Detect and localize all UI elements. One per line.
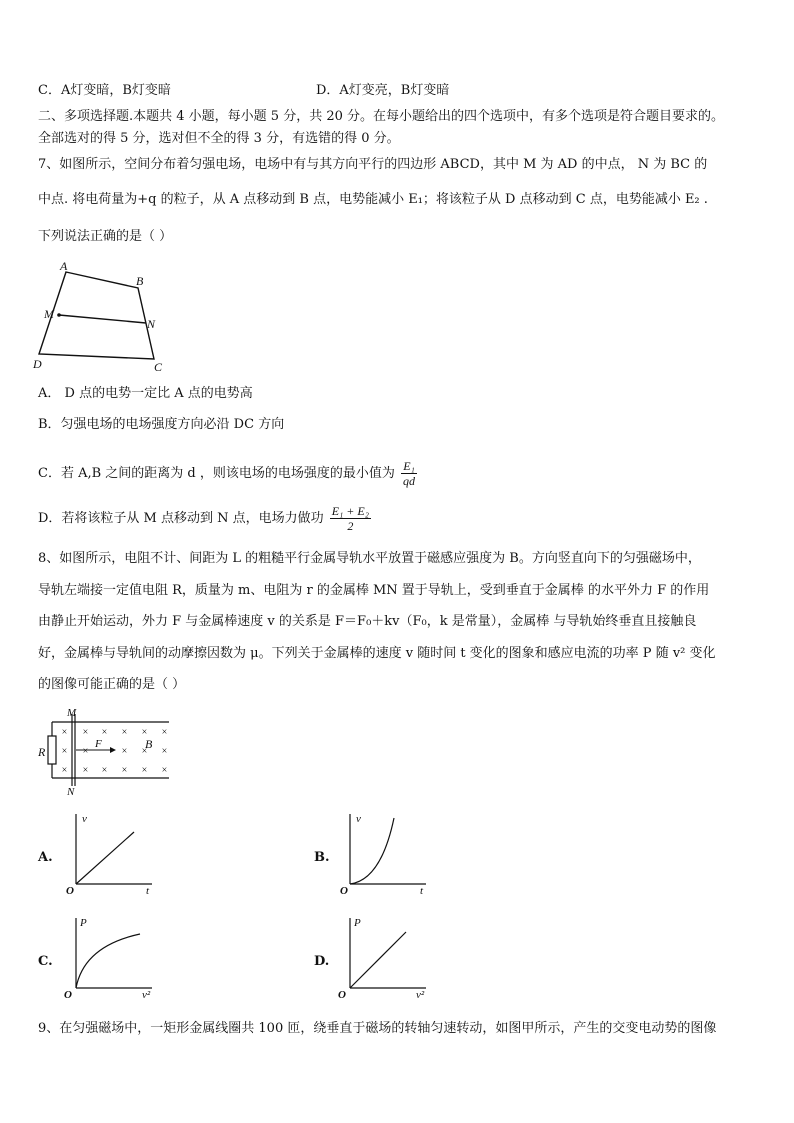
q8-graph-label-c: C. <box>38 954 53 969</box>
q7-option-d-numerator: E₁ + E₂ <box>331 504 369 518</box>
q8-label-r: R <box>38 745 46 759</box>
q8-line5: 的图像可能正确的是（ ） <box>38 677 186 692</box>
q9-line1: 9、在匀强磁场中，一矩形金属线圈共 100 匝，绕垂直于磁场的转轴匀速转动，如图甲所示，产生的交变电动势的图像 <box>38 1021 717 1036</box>
svg-text:O: O <box>64 989 72 1000</box>
q7-label-m: M <box>44 307 54 321</box>
svg-text:×: × <box>141 727 148 738</box>
section2-line1: 二、多项选择题.本题共 4 小题，每小题 5 分，共 20 分。在每小题给出的四个选项中，有多个选项是符合题目要求的。 <box>38 109 725 124</box>
q8-graph-label-d: D. <box>314 954 330 969</box>
svg-text:O: O <box>66 885 74 896</box>
q8-line4: 好，金属棒与导轨间的动摩擦因数为 μ。下列关于金属棒的速度 v 随时间 t 变化的图象和感应电流的功率 P 随 v² 变化 <box>38 646 716 661</box>
q7-option-c-numerator: E₁ <box>401 459 417 474</box>
q8-line1: 8、如图所示，电阻不计、间距为 L 的粗糙平行金属导轨水平放置于磁感应强度为 B。方向竖直向下的匀强磁场中， <box>38 551 701 566</box>
svg-text:×: × <box>161 746 168 757</box>
q8-label-n: N <box>67 786 75 798</box>
svg-text:t: t <box>420 885 424 896</box>
q8-line2: 导轨左端接一定值电阻 R，质量为 m、电阻为 r 的金属棒 MN 置于导轨上，受到垂直于金属棒 的水平外力 F 的作用 <box>38 583 710 598</box>
svg-text:×: × <box>161 765 168 776</box>
section2-line2: 全部选对的得 5 分，选对但不全的得 3 分，有选错的得 0 分。 <box>38 131 400 146</box>
q7-option-c-denominator: qd <box>403 474 416 488</box>
q7-label-b: B <box>136 274 144 288</box>
svg-text:×: × <box>161 727 168 738</box>
svg-text:×: × <box>61 727 68 738</box>
svg-text:×: × <box>121 746 128 757</box>
q7-label-n: N <box>147 317 156 331</box>
q8-label-f: F <box>95 738 102 750</box>
q7-option-c <box>38 458 419 490</box>
q7-line2: 中点. 将电荷量为+q 的粒子，从 A 点移动到 B 点，电势能减小 E₁；将该粒子从 D 点移动到 C 点，电势能减小 E₂ . <box>38 192 708 207</box>
svg-text:×: × <box>141 765 148 776</box>
q7-quadrilateral-figure <box>30 258 180 376</box>
graph-c-curve <box>76 934 140 988</box>
q7-label-a: A <box>60 259 68 273</box>
svg-text:×: × <box>141 746 148 757</box>
q7-option-b: B．匀强电场的电场强度方向必沿 DC 方向 <box>38 417 285 432</box>
q7-label-d: D <box>33 357 42 371</box>
q8-graph-label-a: A. <box>38 850 53 865</box>
svg-text:×: × <box>101 765 108 776</box>
q6-option-c: C．A灯变暗，B灯变暗 <box>38 83 171 98</box>
svg-text:v: v <box>356 813 361 825</box>
q8-line3: 由静止开始运动，外力 F 与金属棒速度 v 的关系是 F＝F₀＋kv（F₀，k 是常量），金属棒 与导轨始终垂直且接触良 <box>38 614 697 629</box>
svg-text:×: × <box>101 727 108 738</box>
svg-text:O: O <box>338 989 346 1000</box>
svg-text:×: × <box>82 727 89 738</box>
q8-graph-label-b: B. <box>314 850 330 865</box>
graph-d-line <box>350 932 406 988</box>
graph-b-curve <box>350 818 394 884</box>
svg-text:t: t <box>146 885 150 896</box>
magnetic-field-crosses <box>61 727 168 776</box>
svg-text:v²: v² <box>416 989 425 1000</box>
resistor-r <box>48 736 56 764</box>
svg-text:×: × <box>82 746 89 757</box>
q7-option-c-fraction <box>401 459 417 488</box>
q7-option-d <box>38 503 373 535</box>
svg-text:P: P <box>80 917 87 929</box>
q7-option-d-text: D．若将该粒子从 M 点移动到 N 点，电场力做功 <box>38 511 324 526</box>
svg-text:×: × <box>82 765 89 776</box>
svg-text:×: × <box>121 727 128 738</box>
q7-line3: 下列说法正确的是（ ） <box>38 229 173 244</box>
q8-graph-a <box>62 810 162 896</box>
q7-option-d-fraction <box>330 504 371 533</box>
q8-label-b: B <box>145 737 153 751</box>
q7-label-c: C <box>154 360 163 374</box>
q8-graph-c <box>62 912 162 1000</box>
q7-option-d-denominator: 2 <box>347 519 354 533</box>
q6-option-d: D．A灯变亮，B灯变暗 <box>316 83 450 98</box>
q7-option-a: A． D 点的电势一定比 A 点的电势高 <box>38 386 253 401</box>
svg-text:v²: v² <box>142 989 151 1000</box>
svg-text:O: O <box>340 885 348 896</box>
q8-label-m: M <box>67 707 77 719</box>
svg-text:×: × <box>61 765 68 776</box>
q8-graph-b <box>336 810 436 896</box>
q7-line1: 7、如图所示，空间分布着匀强电场，电场中有与其方向平行的四边形 ABCD，其中 M 为 AD 的中点， N 为 BC 的 <box>38 157 708 172</box>
svg-text:P: P <box>354 917 361 929</box>
svg-text:v: v <box>82 813 87 825</box>
graph-a-line <box>76 832 134 884</box>
svg-text:×: × <box>61 746 68 757</box>
svg-text:×: × <box>121 765 128 776</box>
q8-rail-figure <box>34 706 184 798</box>
q8-graph-d <box>336 912 436 1000</box>
q7-option-c-text: C．若 A,B 之间的距离为 d ，则该电场的电场强度的最小值为 <box>38 466 395 481</box>
